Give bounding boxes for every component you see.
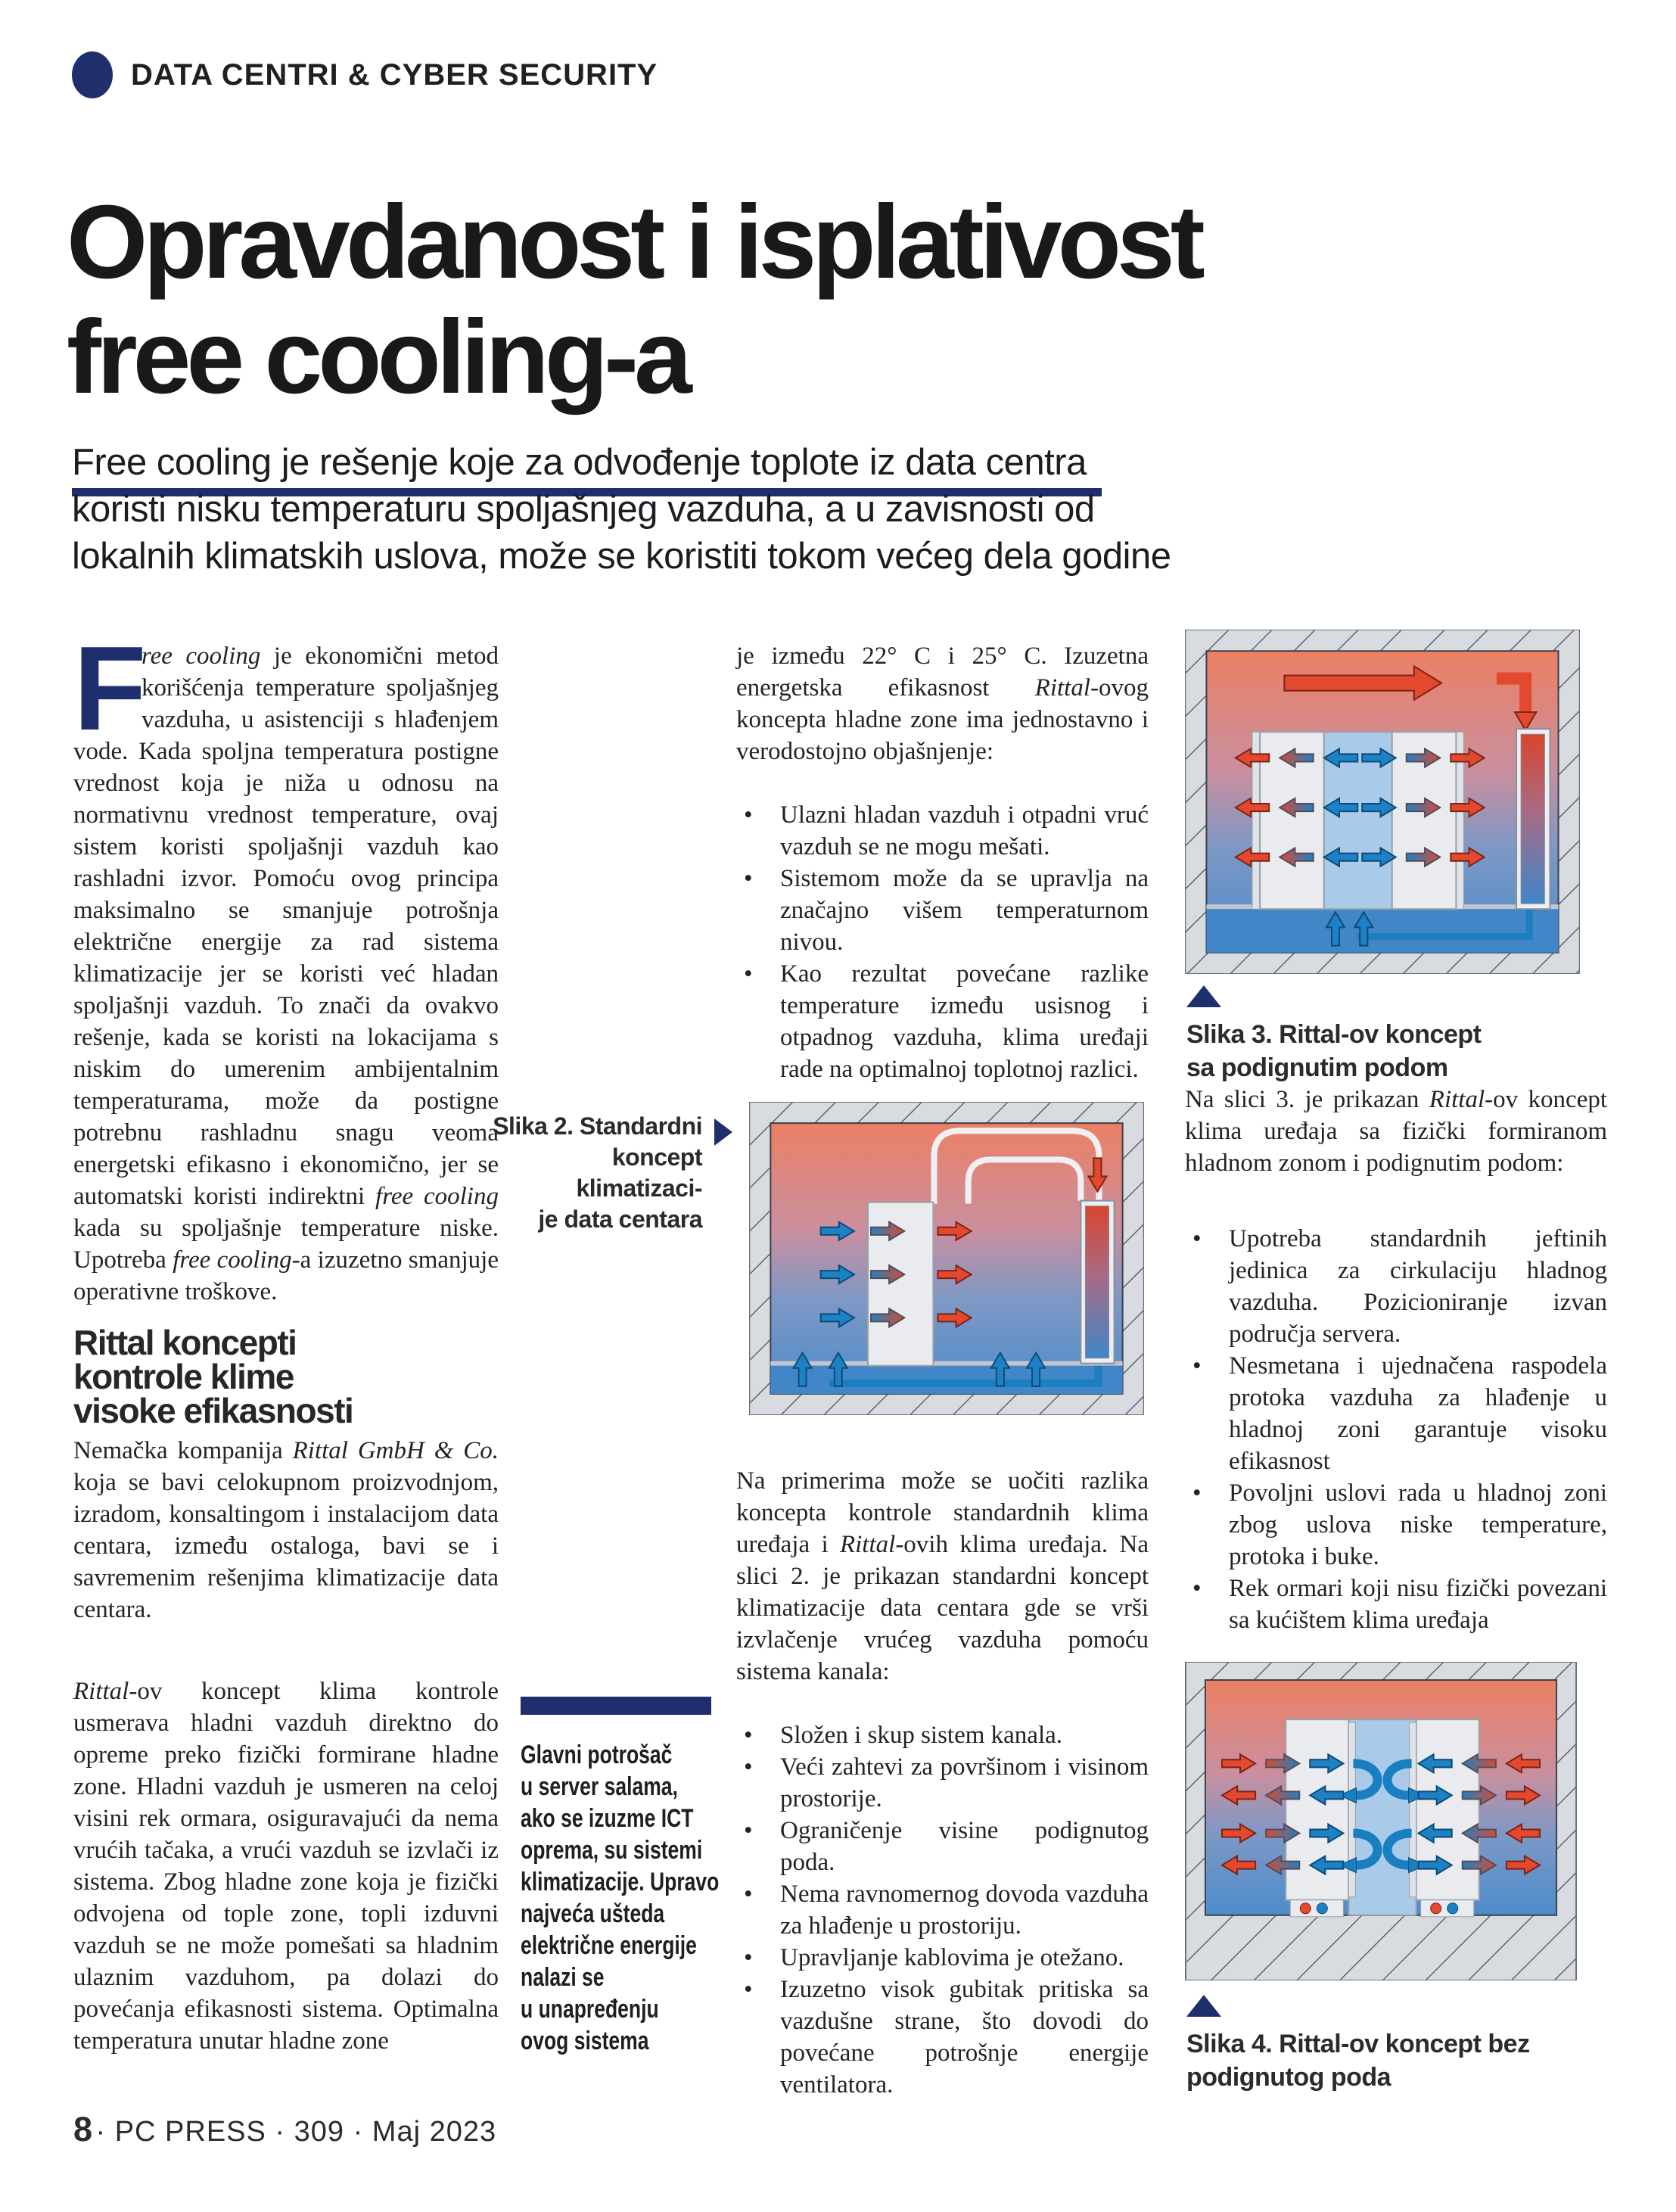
lead-line3: lokalnih klimatskih uslova, može se koristiti tokom većeg dela godine — [72, 536, 1171, 577]
caption-line: Slika 3. Rittal-ov koncept — [1186, 1020, 1482, 1049]
column2-block1 — [736, 640, 1149, 1085]
list-item: • Upotreba standardnih jeftinih jedinica za cirkulaciju hladnog vazduha. Pozicioniranje izvan područja servera. — [1185, 1223, 1607, 1350]
cooling-diagram-raised-floor — [1185, 630, 1580, 974]
column1-paragraph1 — [73, 622, 499, 1308]
column3-block — [1185, 1084, 1607, 1636]
pull-quote-rule — [521, 1697, 711, 1715]
page-footer — [73, 2110, 496, 2149]
pull-quote-line: u server salama, — [521, 1772, 678, 1801]
cooling-diagram-no-raised-floor — [1185, 1662, 1577, 1980]
figure3-caption — [1186, 985, 1481, 1084]
footer-text: · PC PRESS · 309 · Maj 2023 — [95, 2116, 497, 2148]
section-bullet-icon — [72, 51, 113, 98]
figure-slika4-no-raised-floor — [1185, 1662, 1577, 1980]
column2-paragraph1: je između 22° C i 25° C. Izuzetna energetska efikasnost Rittal-ovog koncepta hladne zone ima jednostavno i verodostojno objašnjenje: — [736, 642, 1149, 765]
paragraph-text: Rittal-ov koncept klima kontrole usmerava hladni vazduh direktno do opreme preko fizički formirane hladne zone. Hladni vazduh je usmeren na celoj visini rek ormara, osiguravajući da nema vrućih tačaka, a vrući vazduh se izvlači iz sistema. Zbog hladne zone koja je fizički odvojena od tople zone, topli izduvni vazduh se ne može pomešati sa hladnim ulaznim vazduhom, pa dolazi do povećanja efikasnosti sistema. Optimalna temperatura unutar hladne zone — [73, 1678, 499, 2055]
list-item: • Povoljni uslovi rada u hladnoj zoni zbog uslova niske temperature, protoka i buke. — [1185, 1477, 1607, 1573]
lead-line1: Free cooling je rešenje koje za odvođenje toplote iz data centra — [72, 439, 1102, 496]
column1-heading — [73, 1323, 499, 1430]
heading-line: kontrole klime — [73, 1357, 294, 1396]
list-item: • Upravljanje kablovima je otežano. — [736, 1942, 1149, 1974]
dropcap-F: F — [73, 622, 147, 755]
pull-quote-line: Glavni potrošač — [521, 1741, 673, 1769]
caption-line: podignutog poda — [1186, 2063, 1391, 2092]
heading-line: visoke efikasnosti — [73, 1391, 353, 1430]
list-item: • Rek ormari koji nisu fizički povezani sa kućištem klima uređaja — [1185, 1573, 1607, 1636]
figure-slika2-standard-concept — [749, 1102, 1144, 1415]
list-item: • Veći zahtevi za površinom i visinom prostorije. — [736, 1751, 1149, 1815]
column2-block2 — [736, 1465, 1149, 2101]
pull-quote-line: nalazi se — [521, 1963, 605, 1992]
bullet-list-standard-drawbacks — [736, 1719, 1149, 2101]
caption-line: Slika 4. Rittal-ov koncept bez — [1186, 2030, 1530, 2058]
list-item: • Ulazni hladan vazduh i otpadni vruć vazduh se ne mogu mešati. — [736, 799, 1149, 863]
pull-quote-line: najveća ušteda — [521, 1899, 665, 1928]
paragraph-text: ree cooling je ekonomični metod korišćenja temperature spoljašnjeg vazduha, u asistenciji s hlađenjem vode. Kada spoljna temperatura postigne vrednost koja je niža u odnosu na normativnu vrednost temperature, ovaj sistem koristi spoljašnji vazduh kao rashladni izvor. Pomoću ovog principa maksimalno se smanjuje potrošnja električne energije za rad sistema klimatizacije jer se koristi već hladan spoljašnji vazduh. To znači da ovakvo rešenje, kada se koristi na lokacijama s niskim do umerenim ambijentalnim temperaturama, može da postigne potrebnu rashladnu snagu veoma energetski efikasno i ekonomično, jer se automatski koristi indirektni free cooling kada su spoljašnje temperature niske. Upotreba free cooling-a izuzetno smanjuje operativne troškove. — [73, 642, 499, 1305]
caption-line: sa podignutim podom — [1186, 1053, 1448, 1082]
cooling-rack — [1286, 1719, 1348, 1900]
figure2-caption — [484, 1111, 702, 1235]
pull-quote — [521, 1697, 719, 2057]
cold-aisle — [1348, 1719, 1416, 1915]
figure4-caption — [1186, 1995, 1530, 2094]
pull-quote-line: ovog sistema — [521, 2027, 649, 2055]
section-kicker — [72, 51, 658, 98]
pull-quote-text — [521, 1739, 722, 2057]
article-title-line2: free cooling-a — [67, 299, 688, 415]
page-number: 8 — [73, 2110, 93, 2148]
caption-line: Slika 2. Standardni — [493, 1112, 702, 1140]
caption-arrow-up-icon — [1186, 985, 1221, 1007]
column1-paragraph2 — [73, 1435, 499, 1626]
list-item: • Ograničenje visine podignutog poda. — [736, 1815, 1149, 1878]
column3-paragraph1: Na slici 3. je prikazan Rittal-ov koncept klima uređaja sa fizički formiranom hladnom zonom i podignutim podom: — [1185, 1086, 1608, 1177]
list-item: • Nesmetana i ujednačena raspodela protoka vazduha za hlađenje u hladnoj zoni garantuje visoku efikasnost — [1185, 1350, 1607, 1477]
pull-quote-line: u unapređenju — [521, 1995, 659, 2024]
lead-line2: koristi nisku temperaturu spoljašnjeg vazduha, a u zavisnosti od — [72, 489, 1095, 530]
paragraph-text: Nemačka kompanija Rittal GmbH & Co. koja se bavi celokupnom proizvodnjom, izradom, konsaltingom i instalacijom data centara, između ostaloga, bavi se i savremenim rešenjima klimatizacije data centara. — [73, 1437, 499, 1623]
list-item: • Nema ravnomernog dovoda vazduha za hlađenje u prostoriju. — [736, 1878, 1149, 1942]
pull-quote-line: klimatizacije. Upravo — [521, 1868, 720, 1896]
pull-quote-line: oprema, su sistemi — [521, 1836, 703, 1865]
article-lead — [72, 439, 1171, 580]
article-title — [67, 185, 1201, 415]
caption-line: je data centara — [538, 1206, 702, 1233]
pull-quote-line: električne energije — [521, 1931, 697, 1960]
figure-slika3-raised-floor — [1185, 630, 1580, 974]
pull-quote-line: ako se izuzme ICT — [521, 1804, 694, 1833]
article-title-line1: Opravdanost i isplativost — [67, 184, 1201, 300]
list-item: • Sistemom može da se upravlja na značajno višem temperaturnom nivou. — [736, 863, 1149, 958]
list-item: • Izuzetno visok gubitak pritiska sa vazdušne strane, što dovodi do povećane potrošnje energije ventilatora. — [736, 1974, 1149, 2101]
list-item: • Složen i skup sistem kanala. — [736, 1719, 1149, 1751]
caption-arrow-up-icon — [1186, 1995, 1221, 2017]
bullet-list-rittal-advantages — [736, 799, 1149, 1085]
caption-line: koncept klimatizaci- — [576, 1143, 702, 1202]
cooling-diagram-standard — [749, 1102, 1144, 1415]
cooling-rack — [1416, 1719, 1479, 1900]
caption-arrow-right-icon — [714, 1118, 732, 1146]
column1-paragraph3 — [73, 1675, 499, 2057]
column2-paragraph2: Na primerima može se uočiti razlika koncepta kontrole standardnih klima uređaja i Rittal-ovih klima uređaja. Na slici 2. je prikazan standardni koncept klimatizacije data centara gde se vrši izvlačenje vrućeg vazduha pomoću sistema kanala: — [736, 1467, 1149, 1685]
heading-line: Rittal koncepti — [73, 1323, 297, 1362]
bullet-list-raised-floor-benefits — [1185, 1223, 1607, 1636]
list-item: • Kao rezultat povećane razlike temperature između usisnog i otpadnog vazduha, klima uređaji rade na optimalnoj toplotnoj razlici. — [736, 958, 1149, 1085]
section-label: DATA CENTRI & CYBER SECURITY — [131, 58, 658, 92]
